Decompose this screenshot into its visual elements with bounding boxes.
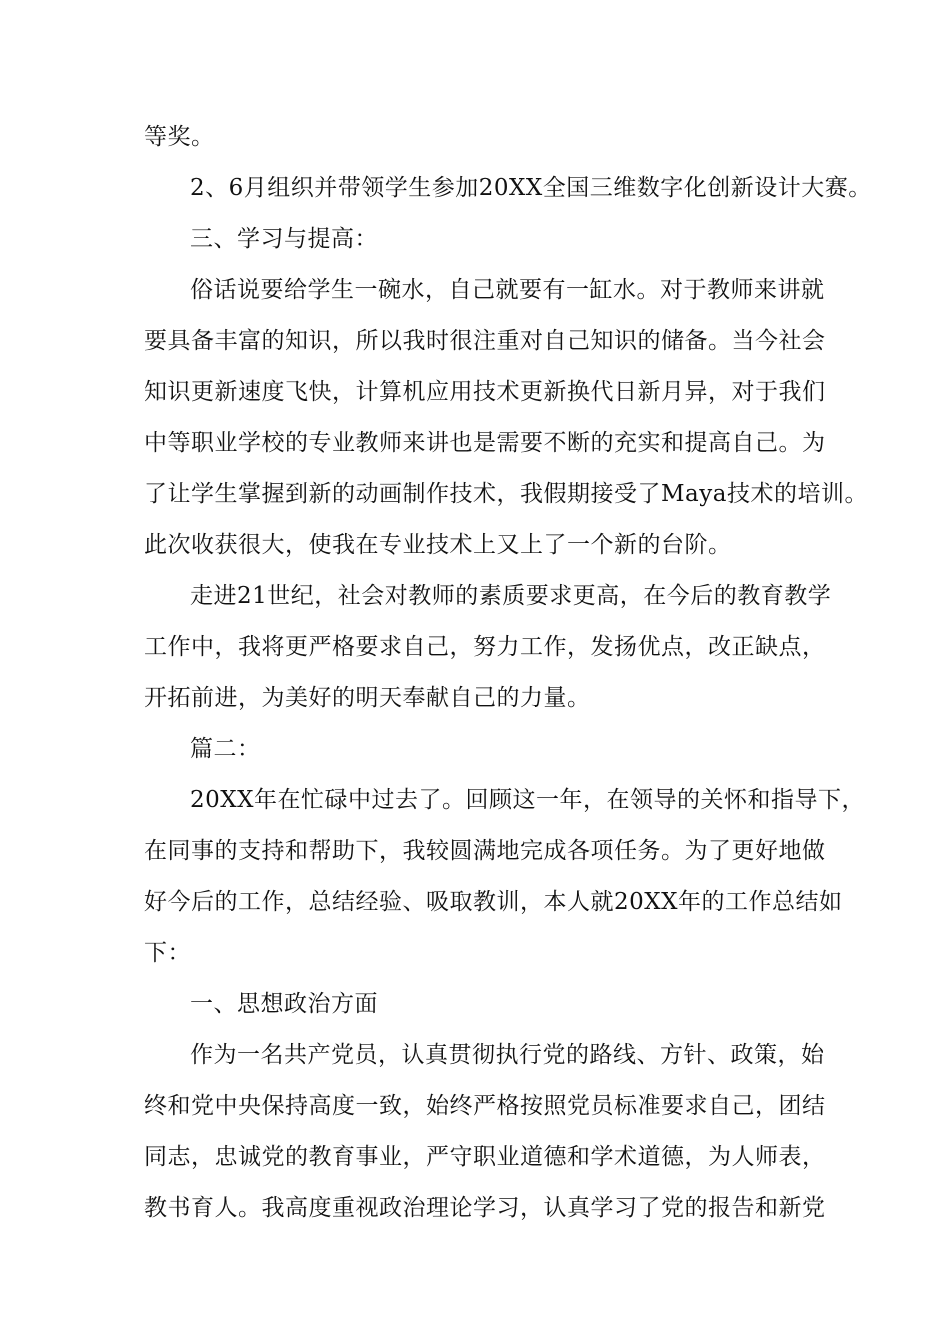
text-line: 一、思想政治方面 bbox=[190, 991, 378, 1017]
text-line: 下： bbox=[144, 940, 191, 966]
paragraph bbox=[144, 571, 832, 724]
text-line: 知识更新速度飞快，计算机应用技术更新换代日新月异，对于我们 bbox=[144, 379, 826, 405]
paragraph bbox=[144, 979, 824, 1030]
text-line: 作为一名共产党员，认真贯彻执行党的路线、方针、政策，始 bbox=[190, 1042, 825, 1068]
text-line: 篇二： bbox=[190, 736, 261, 762]
text-line: 开拓前进，为美好的明天奉献自己的力量。 bbox=[144, 685, 591, 711]
paragraph bbox=[144, 112, 824, 163]
document-body bbox=[144, 112, 872, 1234]
paragraph bbox=[144, 265, 868, 571]
text-line: 教书育人。我高度重视政治理论学习，认真学习了党的报告和新党 bbox=[144, 1195, 826, 1221]
text-line: 此次收获很大，使我在专业技术上又上了一个新的台阶。 bbox=[144, 532, 732, 558]
paragraph bbox=[144, 724, 824, 775]
paragraph bbox=[144, 163, 872, 214]
text-line: 三、学习与提高： bbox=[190, 226, 378, 252]
text-line: 2、6月组织并带领学生参加20XX全国三维数字化创新设计大赛。 bbox=[190, 175, 872, 201]
text-line: 20XX年在忙碌中过去了。回顾这一年，在领导的关怀和指导下， bbox=[190, 787, 866, 813]
paragraph bbox=[144, 214, 824, 265]
text-line: 终和党中央保持高度一致，始终严格按照党员标准要求自己，团结 bbox=[144, 1093, 826, 1119]
text-line: 要具备丰富的知识，所以我时很注重对自己知识的储备。当今社会 bbox=[144, 328, 826, 354]
text-line: 等奖。 bbox=[144, 124, 215, 150]
text-line: 俗话说要给学生一碗水，自己就要有一缸水。对于教师来讲就 bbox=[190, 277, 825, 303]
text-line: 走进21世纪，社会对教师的素质要求更高，在今后的教育教学 bbox=[190, 583, 832, 609]
text-line: 同志，忠诚党的教育事业，严守职业道德和学术道德，为人师表， bbox=[144, 1144, 826, 1170]
text-line: 中等职业学校的专业教师来讲也是需要不断的充实和提高自己。为 bbox=[144, 430, 826, 456]
paragraph bbox=[144, 1030, 824, 1234]
text-line: 了让学生掌握到新的动画制作技术，我假期接受了Maya技术的培训。 bbox=[144, 481, 868, 507]
text-line: 好今后的工作，总结经验、吸取教训，本人就20XX年的工作总结如 bbox=[144, 889, 843, 915]
text-line: 工作中，我将更严格要求自己，努力工作，发扬优点，改正缺点， bbox=[144, 634, 826, 660]
paragraph bbox=[144, 775, 866, 979]
text-line: 在同事的支持和帮助下，我较圆满地完成各项任务。为了更好地做 bbox=[144, 838, 826, 864]
